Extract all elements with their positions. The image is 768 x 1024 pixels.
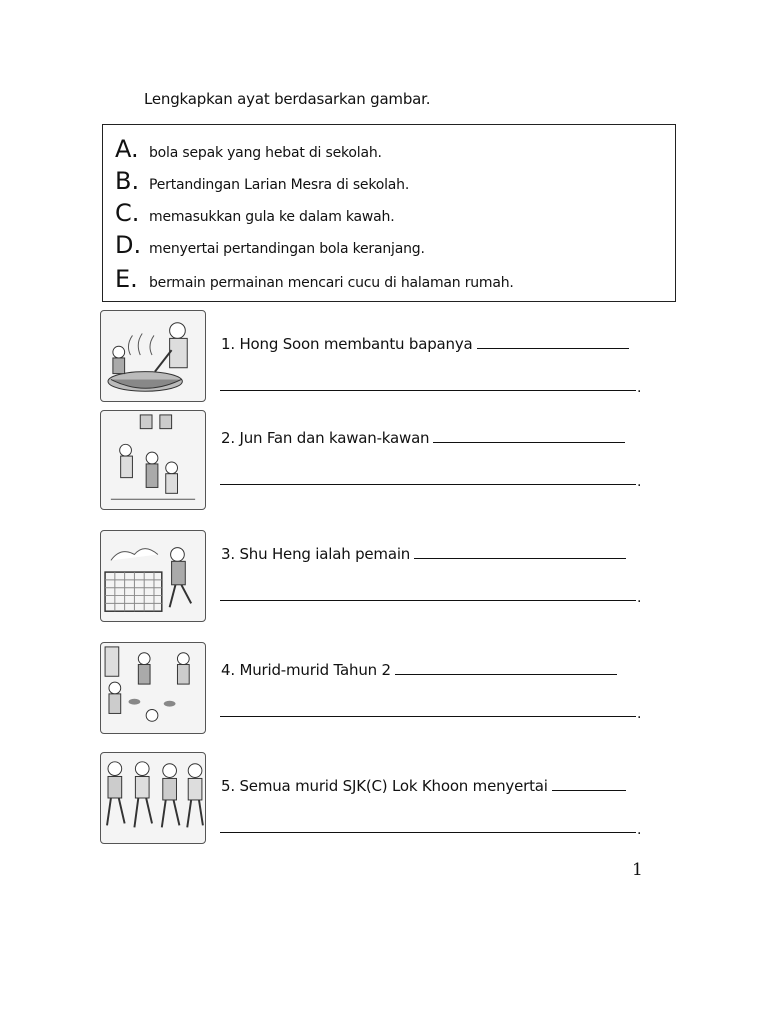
question-2 — [100, 410, 660, 506]
option-d — [115, 231, 425, 259]
option-text: bola sepak yang hebat di sekolah. — [149, 145, 382, 161]
answer-line[interactable] — [220, 484, 636, 485]
option-text: memasukkan gula ke dalam kawah. — [149, 209, 395, 225]
answer-line[interactable] — [220, 390, 636, 391]
option-e — [115, 265, 514, 293]
instruction-text: Lengkapkan ayat berdasarkan gambar. — [144, 90, 431, 108]
question-text: 4. Murid-murid Tahun 2 — [221, 660, 617, 679]
answer-blank[interactable] — [552, 776, 626, 791]
question-text: 3. Shu Heng ialah pemain — [221, 544, 626, 563]
question-4 — [100, 642, 660, 738]
answer-line[interactable] — [220, 716, 636, 717]
question-text: 2. Jun Fan dan kawan-kawan — [221, 428, 625, 447]
full-stop: . — [637, 474, 642, 490]
option-text: menyertai pertandingan bola keranjang. — [149, 241, 425, 257]
illustration-children-running — [100, 752, 206, 844]
option-b — [115, 167, 409, 195]
option-letter: E. — [115, 265, 138, 293]
full-stop: . — [637, 380, 642, 396]
illustration-boy-stirring-pot — [100, 310, 206, 402]
answer-blank[interactable] — [414, 544, 626, 559]
answer-options-box — [102, 124, 676, 302]
question-3 — [100, 530, 660, 626]
option-letter: C. — [115, 199, 140, 227]
illustration-football-goal — [100, 530, 206, 622]
question-1 — [100, 310, 660, 406]
question-5 — [100, 752, 660, 848]
page-number: 1 — [632, 860, 643, 880]
option-text: Pertandingan Larian Mesra di sekolah. — [149, 177, 410, 193]
option-a — [115, 135, 382, 163]
full-stop: . — [637, 706, 642, 722]
full-stop: . — [637, 590, 642, 606]
answer-blank[interactable] — [395, 660, 617, 675]
option-c — [115, 199, 394, 227]
full-stop: . — [637, 822, 642, 838]
answer-blank[interactable] — [477, 334, 629, 349]
question-text: 5. Semua murid SJK(C) Lok Khoon menyertai — [221, 776, 626, 795]
illustration-children-playing-game — [100, 642, 206, 734]
answer-line[interactable] — [220, 600, 636, 601]
answer-blank[interactable] — [433, 428, 625, 443]
option-text: bermain permainan mencari cucu di halaman rumah. — [149, 275, 514, 291]
option-letter: B. — [115, 167, 140, 195]
option-letter: D. — [115, 231, 142, 259]
answer-line[interactable] — [220, 832, 636, 833]
option-letter: A. — [115, 135, 139, 163]
illustration-children-playing-basketball — [100, 410, 206, 510]
question-text: 1. Hong Soon membantu bapanya — [221, 334, 629, 353]
